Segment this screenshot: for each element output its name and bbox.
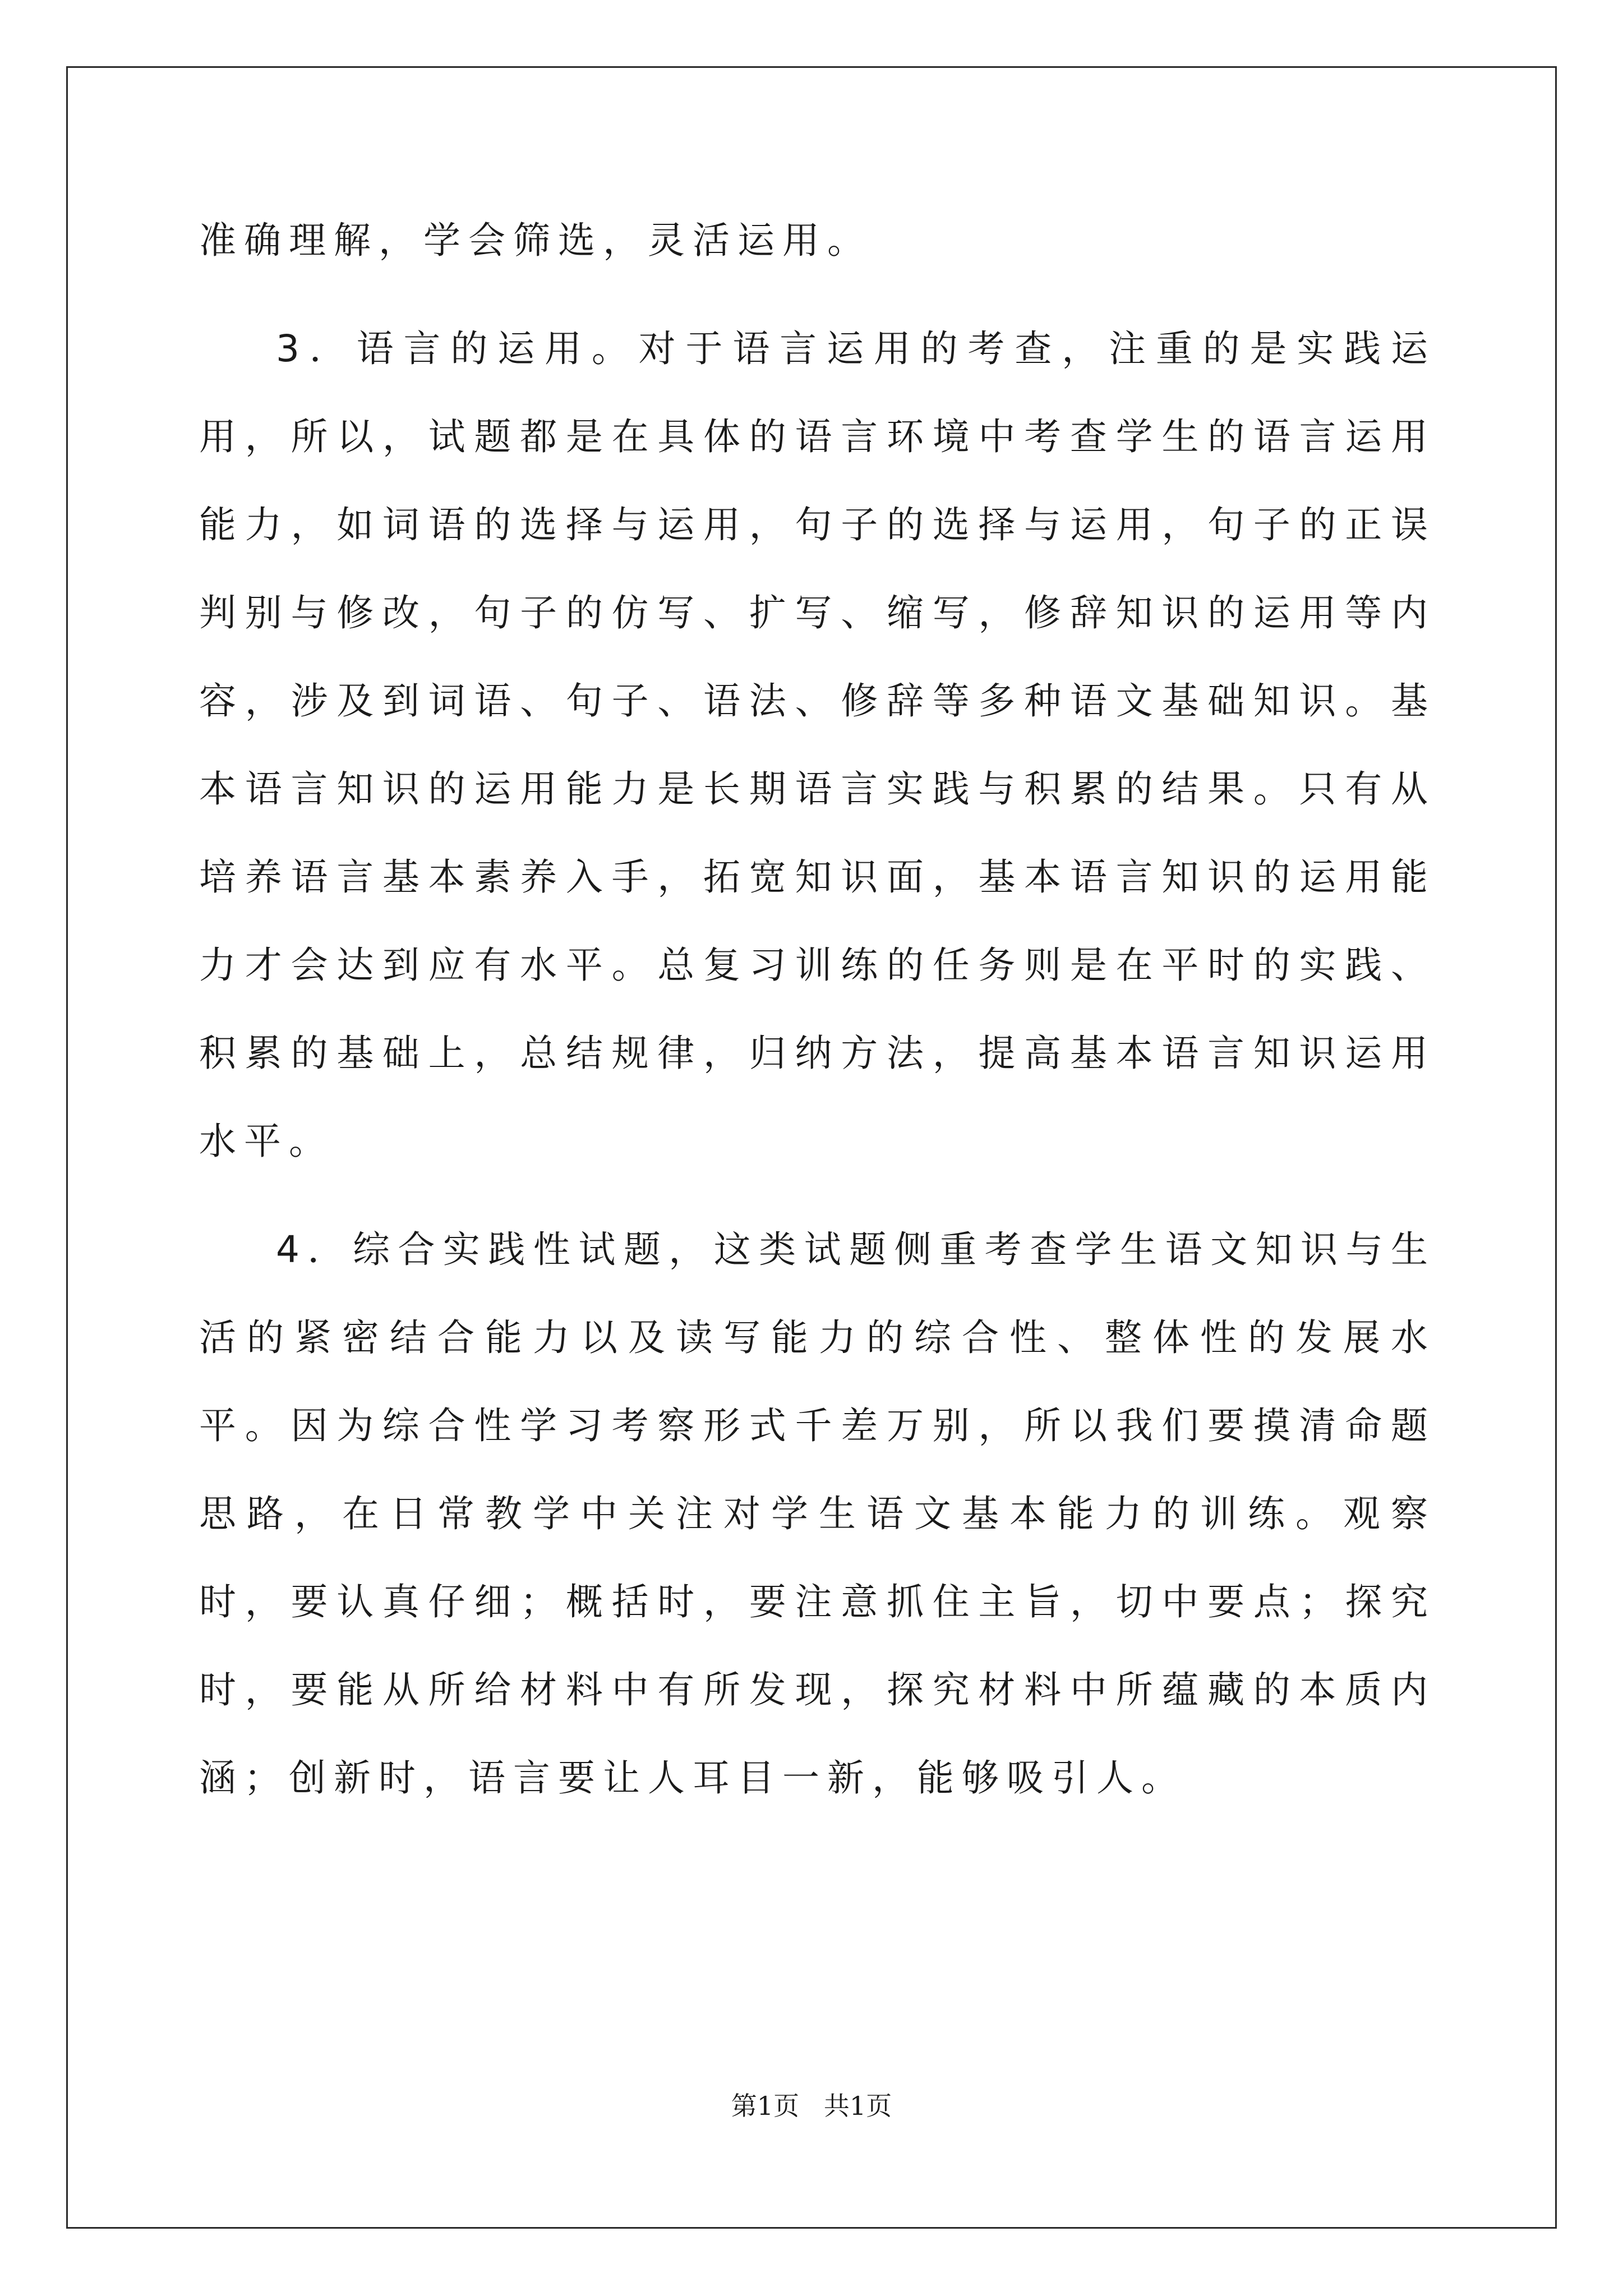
paragraph-comprehensive-practice: 4．综合实践性试题，这类试题侧重考查学生语文知识与生活的紧密结合能力以及读写能力的综合性、整体性的发展水平。因为综合性学习考察形式千差万别，所以我们要摸清命题思路，在日常教学中关注对学生语文基本能力的训练。观察时，要认真仔细；概括时，要注意抓住主旨，切中要点；探究时，要能从所给材料中有所发现，探究材料中所蕴藏的本质内涵；创新时，语言要让人耳目一新，能够吸引人。 (199, 1228, 1436, 1800)
page-number-footer: 第1页 共1页 (731, 2091, 892, 2121)
paragraph-continuation: 准确理解，学会筛选，灵活运用。 (199, 219, 872, 262)
paragraph-language-usage: 3．语言的运用。对于语言运用的考查，注重的是实践运用，所以，试题都是在具体的语言环境中考查学生的语言运用能力，如词语的选择与运用，句子的选择与运用，句子的正误判别与修改，句子的仿写、扩写、缩写，修辞知识的运用等内容，涉及到词语、句子、语法、修辞等多种语文基础知识。基本语言知识的运用能力是长期语言实践与积累的结果。只有从培养语言基本素养入手，拓宽知识面，基本语言知识的运用能力才会达到应有水平。总复习训练的任务则是在平时的实践、积累的基础上，总结规律，归纳方法，提高基本语言知识运用水平。 (199, 327, 1436, 1163)
document-body (199, 196, 1436, 1842)
